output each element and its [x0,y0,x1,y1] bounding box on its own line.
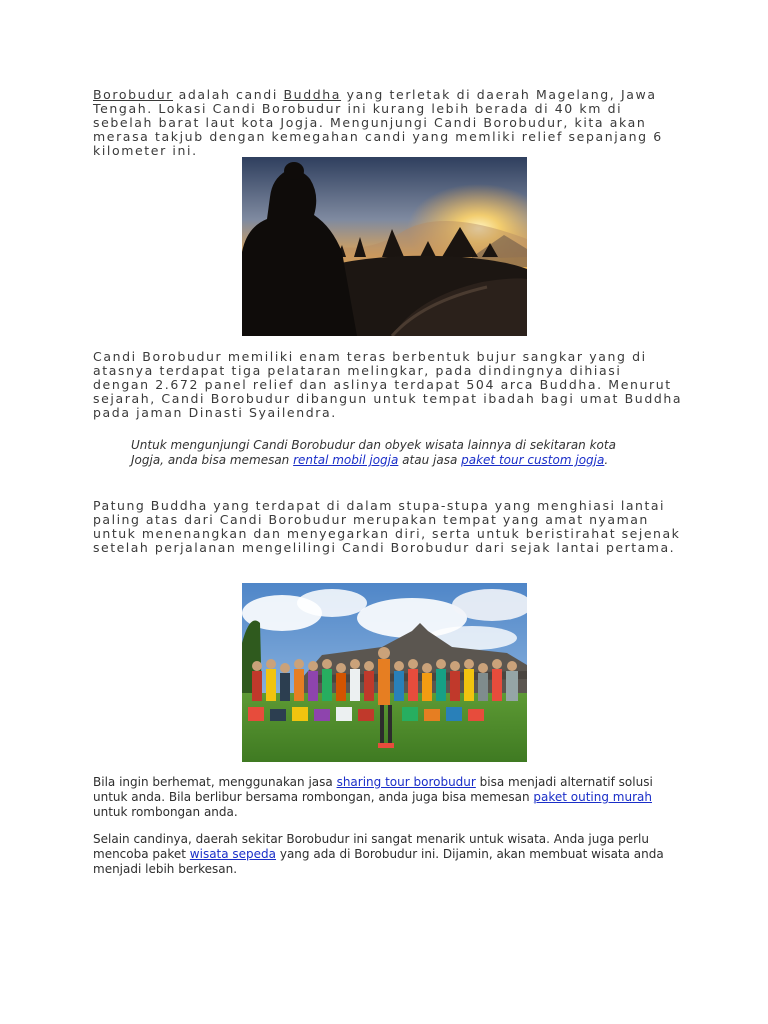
paragraph-intro-text-1: adalah candi [173,87,284,102]
paragraph-sharing-text-3: untuk rombongan anda. [93,805,238,819]
paragraph-terraces: Candi Borobudur memiliki enam teras berbentuk bujur sangkar yang di atasnya terdapat tiga pelataran melingkar, pada dindingnya dihiasi dengan 2.672 panel relief dan aslinya terdapat 504 arca Buddha. Menurut sejarah, Candi Borobudur dibangun untuk tempat ibadah bagi umat Buddha pada jaman Dinasti Syailendra. [93,349,683,420]
link-paket-outing-murah[interactable]: paket outing murah [533,790,652,804]
paragraph-sepeda-text-2: yang ada di Borobudur ini. Dijamin, akan membuat wisata anda menjadi lebih berkesan. [93,847,664,876]
photo-buddha-sunrise [242,157,527,336]
link-sharing-tour-borobudur[interactable]: sharing tour borobudur [336,775,476,789]
link-paket-tour-custom-jogja[interactable]: paket tour custom jogja [461,453,605,467]
link-buddha[interactable]: Buddha [283,87,342,102]
paragraph-intro-text-2: yang terletak di daerah Magelang, Jawa Tengah. Lokasi Candi Borobudur ini kurang lebih berada di 40 km di sebelah barat laut kota Jogja. Mengunjungi Candi Borobudur, kita akan merasa takjub dengan kemegahan candi yang memliki relief sepanjang 6 kilometer ini. [93,87,663,158]
link-borobudur[interactable]: Borobudur [93,87,173,102]
paragraph-sharing-text-2: bisa menjadi alternatif solusi untuk anda. Bila berlibur bersama rombongan, anda juga bisa memesan [93,775,653,804]
paragraph-wisata-sepeda [93,832,683,877]
paragraph-sharing-text-1: Bila ingin berhemat, menggunakan jasa [93,775,337,789]
quote-text-1: Untuk mengunjungi Candi Borobudur dan obyek wisata lainnya di sekitaran kota Jogja, anda bisa memesan [131,438,616,467]
quote-rental [131,438,651,468]
quote-text-2: atau jasa [398,453,462,467]
photo-group-tour [242,583,527,762]
quote-text-3: . [604,453,609,467]
paragraph-stupa: Patung Buddha yang terdapat di dalam stupa-stupa yang menghiasi lantai paling atas dari Candi Borobudur merupakan tempat yang amat nyaman untuk menenangkan dan menyegarkan diri, serta untuk beristirahat sejenak setelah perjalanan mengelilingi Candi Borobudur dari sejak lantai pertama. [93,498,681,555]
paragraph-sharing-tour [93,775,683,820]
paragraph-intro [93,88,683,158]
link-wisata-sepeda[interactable]: wisata sepeda [189,847,277,861]
paragraph-sepeda-text-1: Selain candinya, daerah sekitar Borobudur ini sangat menarik untuk wisata. Anda juga perlu mencoba paket [93,832,649,861]
link-rental-mobil-jogja[interactable]: rental mobil jogja [293,453,399,467]
